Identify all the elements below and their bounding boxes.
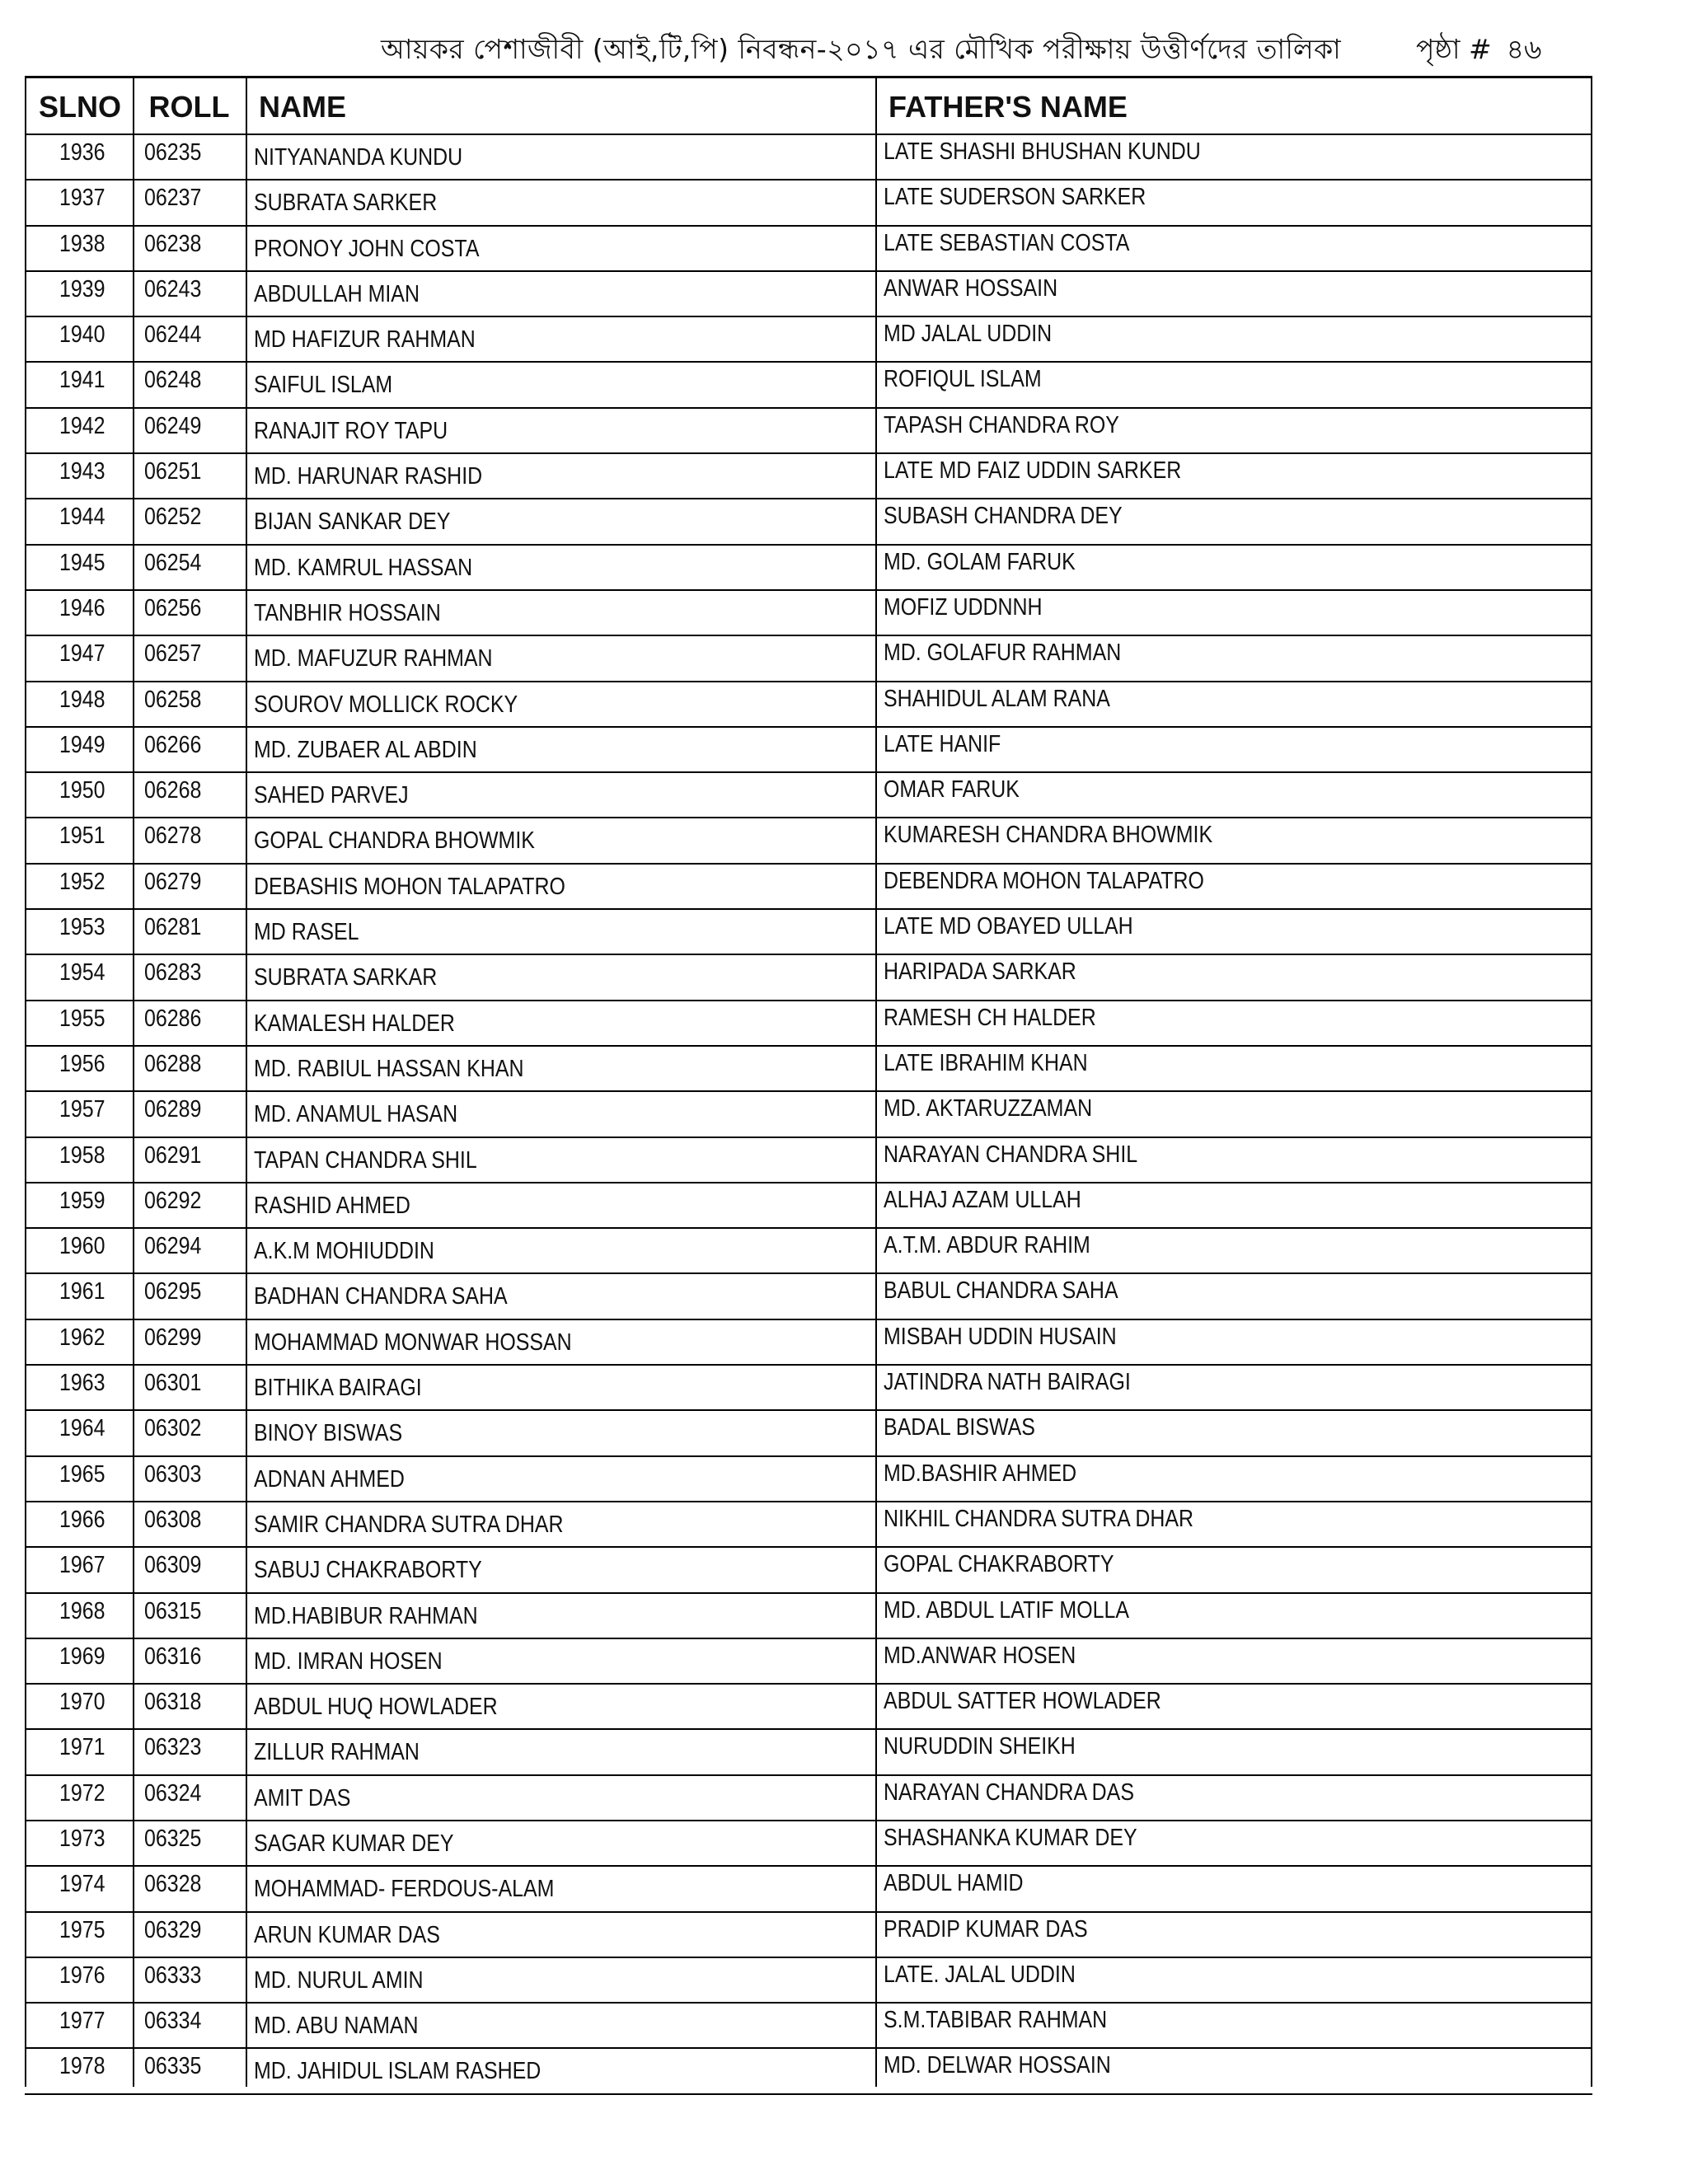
cell-roll: 06292 xyxy=(144,1187,202,1214)
cell-fathers-name: NARAYAN CHANDRA SHIL xyxy=(884,1141,1138,1168)
cell-name: ADNAN AHMED xyxy=(254,1465,405,1493)
cell-roll: 06328 xyxy=(144,1871,202,1898)
table-row xyxy=(25,409,1592,454)
page-number-label xyxy=(1416,28,1542,74)
table-row xyxy=(25,1594,1592,1639)
column-header-fathers-name: FATHER'S NAME xyxy=(889,90,1128,124)
table-row xyxy=(25,1867,1592,1912)
cell-name: MD. RABIUL HASSAN KHAN xyxy=(254,1055,524,1082)
cell-roll: 06291 xyxy=(144,1141,202,1169)
cell-slno: 1959 xyxy=(59,1187,106,1214)
table-row xyxy=(25,180,1592,226)
cell-roll: 06249 xyxy=(144,412,202,439)
cell-roll: 06258 xyxy=(144,686,202,713)
cell-slno: 1950 xyxy=(59,777,106,804)
cell-name: MD. ABU NAMAN xyxy=(254,2013,419,2040)
cell-slno: 1938 xyxy=(59,230,106,257)
cell-roll: 06333 xyxy=(144,1961,202,1989)
cell-name: TAPAN CHANDRA SHIL xyxy=(254,1146,477,1174)
cell-slno: 1967 xyxy=(59,1552,106,1579)
cell-fathers-name: KUMARESH CHANDRA BHOWMIK xyxy=(884,822,1213,849)
cell-name: MOHAMMAD- FERDOUS-ALAM xyxy=(254,1876,555,1903)
cell-slno: 1942 xyxy=(59,412,106,439)
table-row xyxy=(25,910,1592,955)
cell-slno: 1978 xyxy=(59,2053,106,2080)
table-row xyxy=(25,1411,1592,1456)
cell-roll: 06318 xyxy=(144,1689,202,1716)
cell-slno: 1944 xyxy=(59,504,106,531)
cell-roll: 06238 xyxy=(144,230,202,257)
cell-name: ZILLUR RAHMAN xyxy=(254,1739,420,1766)
table-body xyxy=(25,135,1592,2095)
table-row xyxy=(25,454,1592,499)
cell-roll: 06243 xyxy=(144,275,202,302)
cell-slno: 1974 xyxy=(59,1871,106,1898)
table-row xyxy=(25,636,1592,682)
cell-slno: 1962 xyxy=(59,1324,106,1351)
cell-fathers-name: LATE MD FAIZ UDDIN SARKER xyxy=(884,457,1182,485)
cell-slno: 1960 xyxy=(59,1233,106,1260)
cell-fathers-name: SHAHIDUL ALAM RANA xyxy=(884,685,1110,712)
cell-fathers-name: MD. GOLAM FARUK xyxy=(884,548,1076,575)
cell-slno: 1945 xyxy=(59,549,106,576)
table-row xyxy=(25,682,1592,728)
cell-slno: 1970 xyxy=(59,1689,106,1716)
cell-fathers-name: RAMESH CH HALDER xyxy=(884,1004,1096,1031)
table-row xyxy=(25,1047,1592,1092)
cell-roll: 06329 xyxy=(144,1916,202,1943)
cell-name: SAMIR CHANDRA SUTRA DHAR xyxy=(254,1511,564,1538)
cell-roll: 06266 xyxy=(144,731,202,758)
table-row xyxy=(25,1821,1592,1867)
cell-name: ABDUL HUQ HOWLADER xyxy=(254,1694,498,1721)
cell-fathers-name: SHASHANKA KUMAR DEY xyxy=(884,1824,1137,1851)
cell-name: SUBRATA SARKAR xyxy=(254,964,438,991)
cell-slno: 1977 xyxy=(59,2008,106,2035)
column-header-roll: ROLL xyxy=(148,90,230,124)
cell-fathers-name: MD. GOLAFUR RAHMAN xyxy=(884,640,1122,667)
cell-name: MOHAMMAD MONWAR HOSSAN xyxy=(254,1329,572,1356)
page-title: আয়কর পেশাজীবী (আই,টি,পি) নিবন্ধন-২০১৭ এর মৌখিক পরীক্ষায় উত্তীর্ণদের তালিকা xyxy=(381,33,1342,65)
cell-roll: 06268 xyxy=(144,777,202,804)
cell-slno: 1972 xyxy=(59,1779,106,1807)
table-row xyxy=(25,317,1592,363)
cell-roll: 06315 xyxy=(144,1597,202,1624)
cell-fathers-name: LATE SEBASTIAN COSTA xyxy=(884,229,1130,256)
cell-roll: 06335 xyxy=(144,2053,202,2080)
cell-fathers-name: MD JALAL UDDIN xyxy=(884,321,1053,348)
cell-fathers-name: LATE SHASHI BHUSHAN KUNDU xyxy=(884,138,1201,165)
cell-name: PRONOY JOHN COSTA xyxy=(254,235,480,262)
cell-fathers-name: ABDUL SATTER HOWLADER xyxy=(884,1688,1161,1715)
cell-roll: 06252 xyxy=(144,504,202,531)
cell-slno: 1976 xyxy=(59,1961,106,1989)
table-row xyxy=(25,818,1592,864)
cell-name: BITHIKA BAIRAGI xyxy=(254,1375,422,1402)
cell-fathers-name: LATE MD OBAYED ULLAH xyxy=(884,913,1133,940)
cell-roll: 06256 xyxy=(144,594,202,621)
cell-name: MD. HARUNAR RASHID xyxy=(254,463,483,490)
cell-slno: 1955 xyxy=(59,1005,106,1032)
cell-name: SUBRATA SARKER xyxy=(254,190,438,217)
cell-name: BINOY BISWAS xyxy=(254,1420,403,1447)
cell-slno: 1947 xyxy=(59,640,106,668)
table-row xyxy=(25,1913,1592,1958)
cell-fathers-name: NIKHIL CHANDRA SUTRA DHAR xyxy=(884,1505,1194,1532)
table-row xyxy=(25,546,1592,591)
table-row xyxy=(25,1183,1592,1229)
cell-slno: 1943 xyxy=(59,458,106,485)
cell-roll: 06254 xyxy=(144,549,202,576)
cell-slno: 1961 xyxy=(59,1278,106,1305)
cell-name: GOPAL CHANDRA BHOWMIK xyxy=(254,827,535,855)
cell-slno: 1975 xyxy=(59,1916,106,1943)
table-row xyxy=(25,1685,1592,1730)
cell-name: BADHAN CHANDRA SAHA xyxy=(254,1283,508,1310)
cell-slno: 1957 xyxy=(59,1096,106,1123)
cell-slno: 1966 xyxy=(59,1506,106,1533)
cell-fathers-name: ROFIQUL ISLAM xyxy=(884,366,1042,393)
table-row xyxy=(25,1548,1592,1593)
table-row xyxy=(25,499,1592,545)
cell-slno: 1971 xyxy=(59,1734,106,1761)
cell-slno: 1939 xyxy=(59,275,106,302)
cell-roll: 06286 xyxy=(144,1005,202,1032)
cell-name: BIJAN SANKAR DEY xyxy=(254,509,451,536)
table-row xyxy=(25,1274,1592,1319)
cell-roll: 06283 xyxy=(144,959,202,987)
cell-fathers-name: LATE SUDERSON SARKER xyxy=(884,184,1146,211)
table-row xyxy=(25,1502,1592,1548)
cell-roll: 06279 xyxy=(144,868,202,895)
cell-roll: 06278 xyxy=(144,823,202,850)
cell-fathers-name: MD. DELWAR HOSSAIN xyxy=(884,2052,1111,2079)
cell-slno: 1951 xyxy=(59,823,106,850)
cell-slno: 1956 xyxy=(59,1050,106,1077)
cell-fathers-name: MOFIZ UDDNNH xyxy=(884,593,1043,621)
table-row xyxy=(25,728,1592,773)
cell-name: MD. IMRAN HOSEN xyxy=(254,1647,443,1675)
cell-roll: 06235 xyxy=(144,139,202,166)
cell-slno: 1963 xyxy=(59,1370,106,1397)
cell-roll: 06281 xyxy=(144,914,202,941)
cell-name: ARUN KUMAR DAS xyxy=(254,1921,440,1948)
table-row xyxy=(25,227,1592,272)
cell-roll: 06299 xyxy=(144,1324,202,1351)
cell-slno: 1937 xyxy=(59,185,106,212)
cell-roll: 06248 xyxy=(144,367,202,394)
table-row xyxy=(25,955,1592,1001)
cell-roll: 06309 xyxy=(144,1552,202,1579)
cell-fathers-name: OMAR FARUK xyxy=(884,776,1020,804)
cell-fathers-name: GOPAL CHAKRABORTY xyxy=(884,1551,1114,1578)
table-row xyxy=(25,1776,1592,1821)
cell-roll: 06244 xyxy=(144,321,202,349)
cell-fathers-name: MD.ANWAR HOSEN xyxy=(884,1642,1076,1669)
cell-name: DEBASHIS MOHON TALAPATRO xyxy=(254,873,565,900)
cell-name: RANAJIT ROY TAPU xyxy=(254,417,448,444)
cell-slno: 1965 xyxy=(59,1460,106,1488)
cell-roll: 06334 xyxy=(144,2008,202,2035)
table-row xyxy=(25,1229,1592,1274)
cell-fathers-name: ANWAR HOSSAIN xyxy=(884,274,1058,302)
table-row xyxy=(25,1457,1592,1502)
cell-roll: 06294 xyxy=(144,1233,202,1260)
cell-fathers-name: MD. ABDUL LATIF MOLLA xyxy=(884,1596,1129,1624)
page-label: পৃষ্ঠা # xyxy=(1416,33,1492,65)
cell-slno: 1953 xyxy=(59,914,106,941)
cell-fathers-name: MD.BASHIR AHMED xyxy=(884,1460,1077,1487)
table-row xyxy=(25,865,1592,910)
cell-name: MD. KAMRUL HASSAN xyxy=(254,554,473,581)
cell-roll: 06257 xyxy=(144,640,202,668)
cell-slno: 1949 xyxy=(59,731,106,758)
cell-name: SAGAR KUMAR DEY xyxy=(254,1830,454,1857)
row-divider xyxy=(25,2093,1592,2095)
cell-name: A.K.M MOHIUDDIN xyxy=(254,1238,434,1265)
cell-slno: 1964 xyxy=(59,1415,106,1442)
cell-roll: 06303 xyxy=(144,1460,202,1488)
cell-fathers-name: DEBENDRA MOHON TALAPATRO xyxy=(884,867,1204,894)
cell-name: SOUROV MOLLICK ROCKY xyxy=(254,691,518,718)
cell-roll: 06288 xyxy=(144,1050,202,1077)
cell-slno: 1952 xyxy=(59,868,106,895)
cell-slno: 1941 xyxy=(59,367,106,394)
cell-fathers-name: MD. AKTARUZZAMAN xyxy=(884,1095,1093,1122)
cell-fathers-name: BABUL CHANDRA SAHA xyxy=(884,1277,1118,1305)
cell-fathers-name: JATINDRA NATH BAIRAGI xyxy=(884,1369,1131,1396)
cell-slno: 1954 xyxy=(59,959,106,987)
cell-slno: 1948 xyxy=(59,686,106,713)
cell-fathers-name: BADAL BISWAS xyxy=(884,1414,1035,1441)
table-row xyxy=(25,1366,1592,1411)
cell-name: MD. NURUL AMIN xyxy=(254,1966,424,1994)
cell-fathers-name: SUBASH CHANDRA DEY xyxy=(884,503,1123,530)
cell-roll: 06237 xyxy=(144,185,202,212)
cell-name: AMIT DAS xyxy=(254,1784,351,1811)
cell-slno: 1946 xyxy=(59,594,106,621)
cell-name: MD. ZUBAER AL ABDIN xyxy=(254,736,477,763)
table-row xyxy=(25,591,1592,636)
table-row xyxy=(25,1958,1592,2004)
cell-fathers-name: LATE. JALAL UDDIN xyxy=(884,1961,1076,1988)
cell-fathers-name: NURUDDIN SHEIKH xyxy=(884,1733,1076,1760)
cell-slno: 1969 xyxy=(59,1643,106,1670)
cell-roll: 06301 xyxy=(144,1370,202,1397)
table-row xyxy=(25,363,1592,408)
cell-slno: 1936 xyxy=(59,139,106,166)
cell-fathers-name: ABDUL HAMID xyxy=(884,1870,1024,1897)
cell-name: SAHED PARVEJ xyxy=(254,782,409,809)
cell-name: SABUJ CHAKRABORTY xyxy=(254,1557,482,1584)
cell-slno: 1940 xyxy=(59,321,106,349)
cell-fathers-name: HARIPADA SARKAR xyxy=(884,958,1076,986)
cell-roll: 06295 xyxy=(144,1278,202,1305)
cell-fathers-name: S.M.TABIBAR RAHMAN xyxy=(884,2007,1108,2034)
cell-fathers-name: PRADIP KUMAR DAS xyxy=(884,1915,1088,1943)
cell-name: MD RASEL xyxy=(254,919,359,946)
cell-roll: 06308 xyxy=(144,1506,202,1533)
cell-name: MD HAFIZUR RAHMAN xyxy=(254,326,476,354)
cell-fathers-name: NARAYAN CHANDRA DAS xyxy=(884,1779,1134,1806)
cell-name: ABDULLAH MIAN xyxy=(254,280,420,307)
table-row xyxy=(25,2049,1592,2094)
cell-name: MD. MAFUZUR RAHMAN xyxy=(254,645,493,673)
cell-slno: 1968 xyxy=(59,1597,106,1624)
cell-name: MD. JAHIDUL ISLAM RASHED xyxy=(254,2058,542,2085)
column-header-name: NAME xyxy=(259,90,346,124)
table-row xyxy=(25,1639,1592,1685)
cell-fathers-name: LATE IBRAHIM KHAN xyxy=(884,1049,1088,1076)
table-row xyxy=(25,1138,1592,1183)
cell-name: TANBHIR HOSSAIN xyxy=(254,599,441,626)
table-row xyxy=(25,1092,1592,1137)
cell-fathers-name: ALHAJ AZAM ULLAH xyxy=(884,1186,1081,1213)
cell-fathers-name: LATE HANIF xyxy=(884,730,1001,757)
cell-fathers-name: A.T.M. ABDUR RAHIM xyxy=(884,1232,1090,1259)
cell-fathers-name: TAPASH CHANDRA ROY xyxy=(884,411,1119,438)
column-header-slno: SLNO xyxy=(38,90,121,124)
cell-name: MD. ANAMUL HASAN xyxy=(254,1101,458,1128)
table-row xyxy=(25,773,1592,818)
cell-roll: 06251 xyxy=(144,458,202,485)
table-row xyxy=(25,1001,1592,1047)
cell-name: NITYANANDA KUNDU xyxy=(254,144,463,171)
table-row xyxy=(25,1320,1592,1366)
table-row xyxy=(25,1730,1592,1775)
page-number: ৪৬ xyxy=(1506,33,1542,65)
cell-roll: 06323 xyxy=(144,1734,202,1761)
cell-roll: 06316 xyxy=(144,1643,202,1670)
cell-roll: 06324 xyxy=(144,1779,202,1807)
results-table xyxy=(25,76,1592,2087)
cell-slno: 1958 xyxy=(59,1141,106,1169)
cell-roll: 06302 xyxy=(144,1415,202,1442)
cell-name: RASHID AHMED xyxy=(254,1192,410,1219)
table-row xyxy=(25,2004,1592,2049)
table-top-border xyxy=(25,76,1592,78)
cell-roll: 06325 xyxy=(144,1825,202,1852)
cell-name: SAIFUL ISLAM xyxy=(254,372,393,399)
cell-fathers-name: MISBAH UDDIN HUSAIN xyxy=(884,1323,1117,1350)
cell-slno: 1973 xyxy=(59,1825,106,1852)
cell-name: KAMALESH HALDER xyxy=(254,1010,455,1037)
cell-roll: 06289 xyxy=(144,1096,202,1123)
table-row xyxy=(25,272,1592,317)
cell-name: MD.HABIBUR RAHMAN xyxy=(254,1602,478,1629)
table-row xyxy=(25,135,1592,180)
